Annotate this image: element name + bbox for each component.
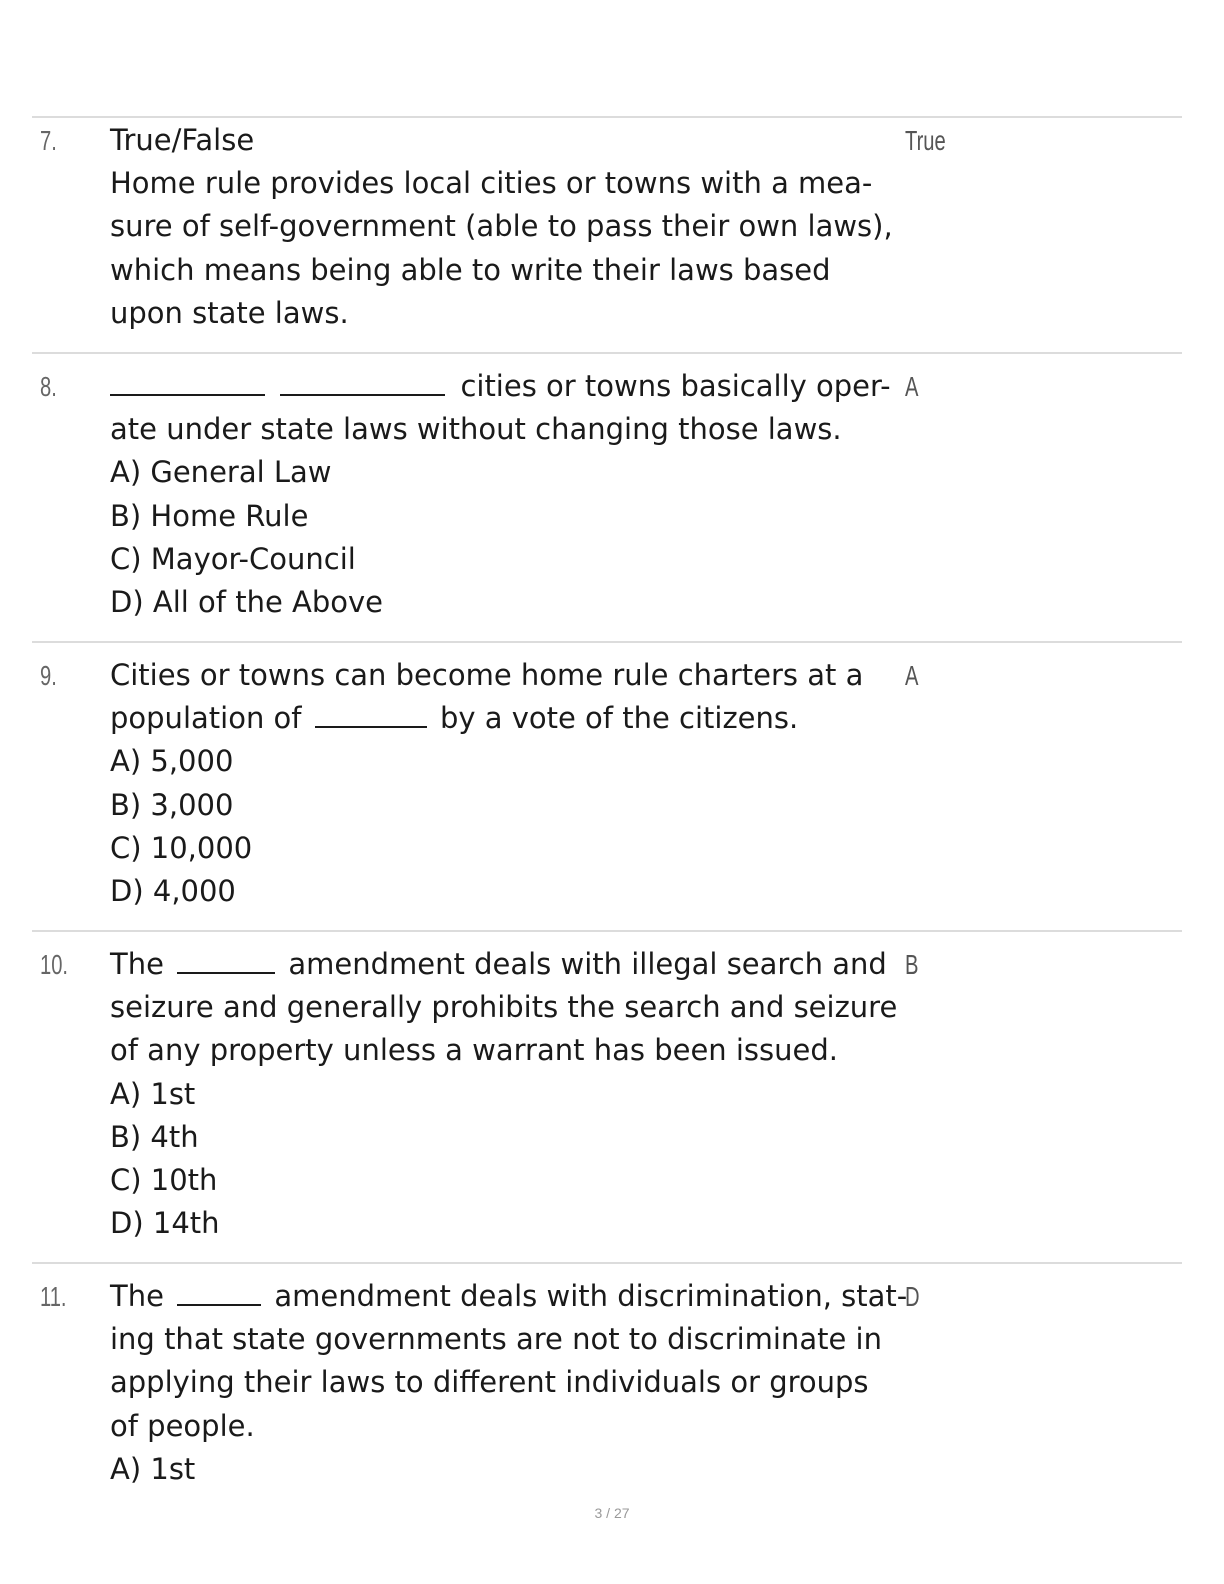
question-text-line <box>110 943 900 986</box>
answer-blank <box>280 370 445 396</box>
question-text-line: which means being able to write their laws based <box>110 252 831 287</box>
option: A) 1st <box>110 1076 196 1111</box>
answer-blank <box>315 702 427 728</box>
answer-blank <box>177 1280 261 1306</box>
answer: D <box>905 1281 920 1312</box>
question-body <box>110 943 900 1245</box>
question-text: The <box>110 947 164 981</box>
option: A) 5,000 <box>110 744 234 779</box>
question-text: population of <box>110 701 302 736</box>
option: B) Home Rule <box>110 498 309 533</box>
question-text: by a vote of the citizens. <box>439 701 799 736</box>
question-type: True/False <box>110 123 255 157</box>
question-text-line: Cities or towns can become home rule charters at a <box>110 658 864 692</box>
question-text-line: sure of self-government (able to pass their own laws), <box>110 209 893 244</box>
question-text-line: applying their laws to different individuals or groups <box>110 1365 869 1400</box>
question-text-line <box>110 1275 908 1318</box>
answer: True <box>905 125 946 156</box>
question-number: 10. <box>40 949 69 980</box>
answer-blank <box>110 370 265 396</box>
question-divider <box>32 116 1182 118</box>
option: C) 10,000 <box>110 830 253 865</box>
question-text-line: ate under state laws without changing those laws. <box>110 412 842 447</box>
question-text: The <box>110 1279 164 1313</box>
question-number: 8. <box>40 371 57 402</box>
question-body <box>110 365 900 624</box>
question-text: amendment deals with illegal search and <box>288 947 887 981</box>
option: C) Mayor-Council <box>110 541 356 576</box>
option: D) 14th <box>110 1206 220 1241</box>
answer: B <box>905 949 919 980</box>
question-body <box>110 1275 908 1491</box>
question-text-line: upon state laws. <box>110 295 349 330</box>
question-text-line: of any property unless a warrant has been issued. <box>110 1033 839 1068</box>
question-text-line <box>110 365 900 408</box>
answer-blank <box>177 948 275 974</box>
question-text: amendment deals with discrimination, stat- <box>274 1279 908 1313</box>
answer: A <box>905 660 919 691</box>
question-divider <box>32 352 1182 354</box>
question-text-line: of people. <box>110 1408 255 1443</box>
question-body <box>110 119 900 335</box>
question-divider <box>32 1262 1182 1264</box>
answer: A <box>905 371 919 402</box>
option: D) All of the Above <box>110 584 384 619</box>
question-divider <box>32 641 1182 643</box>
question-number: 9. <box>40 660 57 691</box>
page-number: 3 / 27 <box>594 1505 630 1521</box>
question-number: 11. <box>40 1281 67 1312</box>
question-text: cities or towns basically oper- <box>460 369 891 403</box>
option: B) 3,000 <box>110 787 234 822</box>
option: A) General Law <box>110 455 332 490</box>
question-text-line: Home rule provides local cities or towns with a mea- <box>110 166 873 201</box>
option: D) 4,000 <box>110 873 236 908</box>
option: C) 10th <box>110 1162 218 1197</box>
question-divider <box>32 930 1182 932</box>
option: A) 1st <box>110 1451 196 1486</box>
question-text-line: seizure and generally prohibits the search and seizure <box>110 990 898 1025</box>
question-body <box>110 654 900 913</box>
option: B) 4th <box>110 1119 199 1154</box>
question-text-line: ing that state governments are not to discriminate in <box>110 1322 882 1357</box>
question-number: 7. <box>40 125 57 156</box>
question-text-line <box>110 697 900 740</box>
